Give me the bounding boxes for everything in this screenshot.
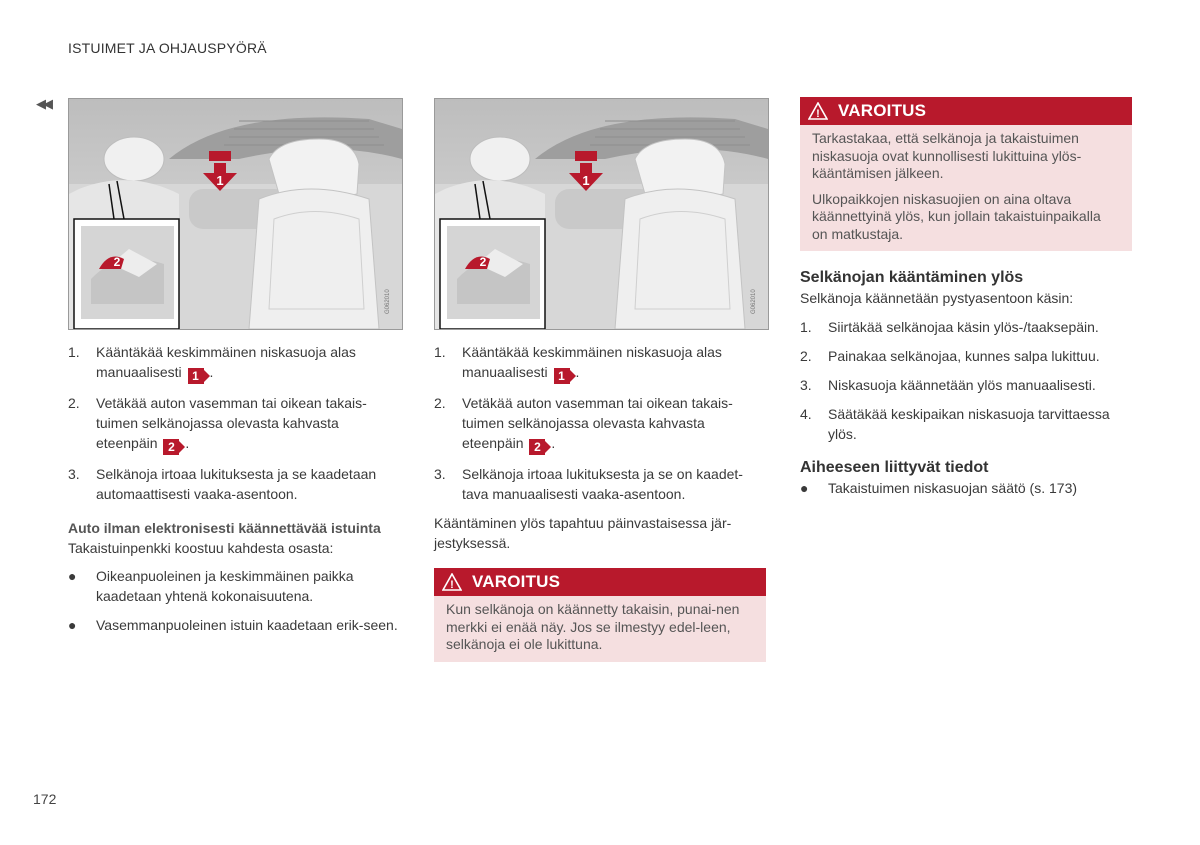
warning-box-right xyxy=(800,97,1132,251)
warning-header xyxy=(800,97,1132,125)
step-text: Kääntäkää keskimmäinen niskasuoja alas manuaalisesti xyxy=(96,344,356,380)
step-text: Niskasuoja käännetään ylös manuaalisesti. xyxy=(828,377,1096,393)
raise-heading: Selkänojan kääntäminen ylös xyxy=(800,269,1024,286)
related-link-text[interactable]: Takaistuimen niskasuojan säätö (s. 173) xyxy=(828,480,1078,496)
figure-code: G062010 xyxy=(385,289,391,314)
svg-text:!: ! xyxy=(450,579,454,591)
subheading: Auto ilman elektronisesti käännettävää istuinta xyxy=(68,520,381,536)
list-item xyxy=(434,464,769,504)
callout-1-label: 1 xyxy=(216,173,224,188)
step-number: 3. xyxy=(434,466,446,482)
step-text: Selkänoja irtoaa lukituksesta ja se on kaadet-tava manuaalisesti vaaka-asentoon. xyxy=(462,466,743,502)
warning-body xyxy=(434,596,766,662)
list-item xyxy=(800,375,1135,395)
left-column xyxy=(68,342,403,644)
step-text: Selkänoja irtoaa lukituksesta ja se kaadetaan automaattisesti vaaka-asentoon. xyxy=(96,466,377,502)
step-text-end: . xyxy=(209,364,214,380)
step-number: 2. xyxy=(68,395,80,411)
list-item xyxy=(68,566,403,606)
warning-triangle-icon xyxy=(808,102,828,120)
warning-box-middle xyxy=(434,568,766,662)
fold-steps-list xyxy=(434,342,769,504)
warning-text: Ulkopaikkojen niskasuojien on aina oltava käännettyinä ylös, kun jollain takaistuinpaikalla on matkustaja. xyxy=(812,190,1101,242)
middle-column xyxy=(434,342,769,553)
step-number: 4. xyxy=(800,406,812,422)
warning-header xyxy=(434,568,766,596)
bullet-icon: ● xyxy=(800,480,809,496)
step-text: Vetäkää auton vasemman tai oikean takais-tuimen selkänojassa olevasta kahvasta eteenpäin xyxy=(462,395,733,451)
list-item xyxy=(68,342,403,384)
step-text: Siirtäkää selkänojaa käsin ylös-/taaksepäin. xyxy=(828,319,1099,335)
back-arrows-icon[interactable]: ◀◀ xyxy=(36,96,50,111)
related-links-list xyxy=(800,478,1135,498)
callout-badge: 2 xyxy=(529,439,545,455)
step-text: Kääntäkää keskimmäinen niskasuoja alas manuaalisesti xyxy=(462,344,722,380)
figure-code: G062010 xyxy=(751,289,757,314)
step-number: 2. xyxy=(800,348,812,364)
svg-text:!: ! xyxy=(816,108,820,120)
related-heading: Aiheeseen liittyvät tiedot xyxy=(800,459,989,476)
step-text: Painakaa selkänojaa, kunnes salpa lukittuu. xyxy=(828,348,1100,364)
bullet-icon: ● xyxy=(68,568,77,584)
warning-triangle-icon xyxy=(442,573,462,591)
page-number: 172 xyxy=(33,791,57,807)
callout-2-label: 2 xyxy=(113,255,121,269)
list-item xyxy=(68,393,403,455)
step-number: 1. xyxy=(434,344,446,360)
intro-text: Takaistuinpenkki koostuu kahdesta osasta: xyxy=(68,540,334,556)
callout-badge: 1 xyxy=(554,368,570,384)
warning-text: Kun selkänoja on käännetty takaisin, punai-nen merkki ei enää näy. Jos se ilmestyy edel-leen, selkänoja ei ole lukittuna. xyxy=(446,601,740,652)
bullet-text: Oikeanpuoleinen ja keskimmäinen paikka kaadetaan yhtenä kokonaisuutena. xyxy=(96,568,354,604)
seat-illustration-left xyxy=(68,98,403,330)
raise-intro: Selkänoja käännetään pystyasentoon käsin: xyxy=(800,290,1074,306)
seat-illustration-middle xyxy=(434,98,769,330)
list-item xyxy=(800,404,1135,444)
bullet-icon: ● xyxy=(68,617,77,633)
step-number: 2. xyxy=(434,395,446,411)
warning-text: Tarkastakaa, että selkänoja ja takaistuimen niskasuoja ovat kunnollisesti lukittuina ylös-kääntämisen jälkeen. xyxy=(812,130,1082,181)
warning-title: VAROITUS xyxy=(838,101,927,120)
list-item xyxy=(434,342,769,384)
parts-list xyxy=(68,566,403,635)
step-text-end: . xyxy=(551,435,556,451)
related-link[interactable] xyxy=(800,478,1135,498)
warning-title: VAROITUS xyxy=(472,572,561,591)
bullet-text: Vasemmanpuoleinen istuin kaadetaan erik-seen. xyxy=(96,617,398,633)
right-column xyxy=(800,268,1135,507)
raise-steps-list xyxy=(800,317,1135,444)
fold-steps-list xyxy=(68,342,403,504)
step-text-end: . xyxy=(575,364,580,380)
step-number: 1. xyxy=(800,319,812,335)
section-title: ISTUIMET JA OHJAUSPYÖRÄ xyxy=(68,40,267,56)
list-item xyxy=(68,615,403,635)
step-text: Säätäkää keskipaikan niskasuoja tarvittaessa ylös. xyxy=(828,406,1110,442)
callout-badge: 2 xyxy=(163,439,179,455)
list-item xyxy=(800,346,1135,366)
step-number: 1. xyxy=(68,344,80,360)
reverse-note: Kääntäminen ylös tapahtuu päinvastaisessa jär-jestyksessä. xyxy=(434,515,732,551)
list-item xyxy=(800,317,1135,337)
callout-badge: 1 xyxy=(188,368,204,384)
callout-2-label: 2 xyxy=(479,255,487,269)
list-item xyxy=(68,464,403,504)
list-item xyxy=(434,393,769,455)
step-text: Vetäkää auton vasemman tai oikean takais-tuimen selkänojassa olevasta kahvasta eteenpäin xyxy=(96,395,367,451)
step-text-end: . xyxy=(185,435,190,451)
step-number: 3. xyxy=(68,466,80,482)
step-number: 3. xyxy=(800,377,812,393)
callout-1-label: 1 xyxy=(582,173,590,188)
warning-body xyxy=(800,125,1132,251)
